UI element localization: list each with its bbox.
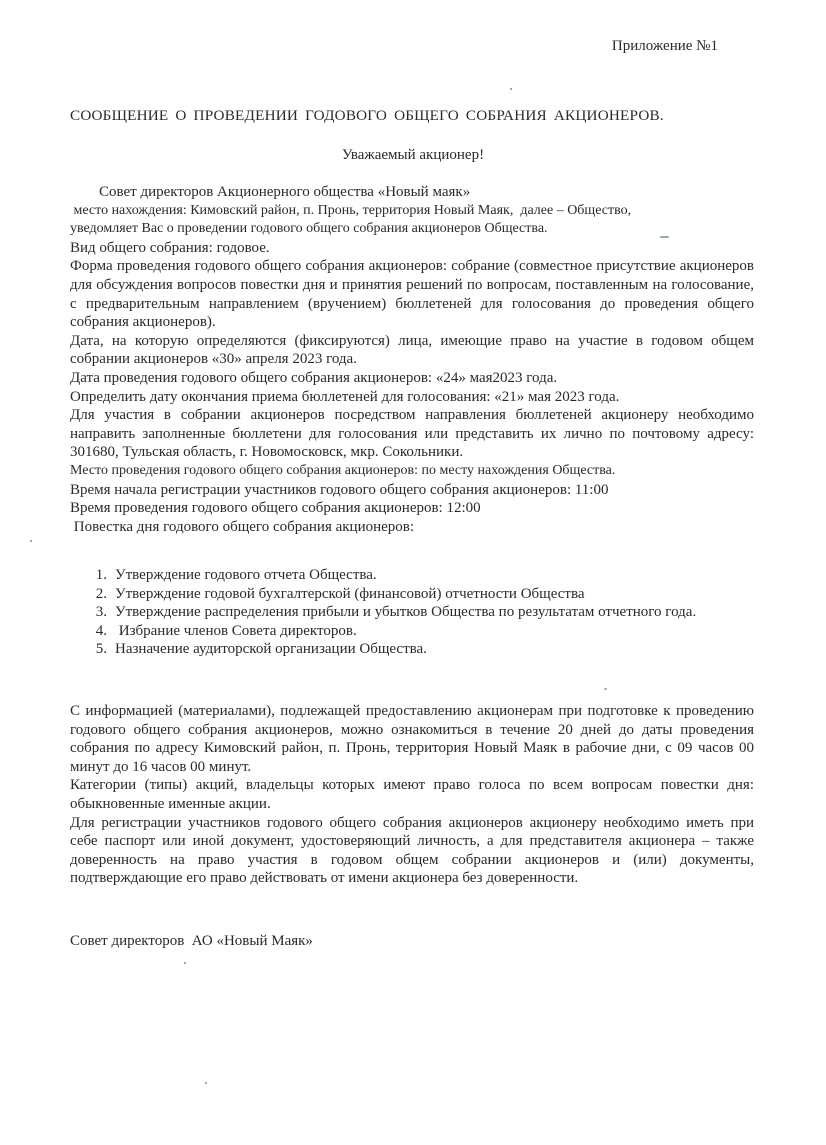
share-categories: Категории (типы) акций, владельцы которых имеют право голоса по всем вопросам повестки дня: обыкновенные именные акции. <box>70 777 754 812</box>
document-body <box>70 183 754 536</box>
agenda-item-number: 5. <box>95 641 107 658</box>
scan-speck <box>184 962 186 964</box>
signature: Совет директоров АО «Новый Маяк» <box>70 933 313 949</box>
registration-requirements: Для регистрации участников годового общего собрания акционеров акционеру необходимо иметь при себе паспорт или иной документ, удостоверяющий личность, а для представителя акционера – также доверенность на право участия в годовом общем собрании акционеров и (или) документы, подтверждающие его право действовать от имени акционера без доверенности. <box>70 814 754 887</box>
scan-speck <box>510 88 512 90</box>
agenda-item <box>70 566 730 585</box>
agenda-list <box>70 566 730 659</box>
document-info <box>70 702 754 888</box>
document-title: СООБЩЕНИЕ О ПРОВЕДЕНИИ ГОДОВОГО ОБЩЕГО СОБРАНИЯ АКЦИОНЕРОВ. <box>70 107 664 124</box>
agenda-item-text: Назначение аудиторской организации Общества. <box>115 641 427 658</box>
meeting-time: Время проведения годового общего собрания акционеров: 12:00 <box>70 500 481 517</box>
scan-speck <box>30 540 32 542</box>
intro-notice: уведомляет Вас о проведении годового общего собрания акционеров Общества. <box>70 221 548 237</box>
scan-speck <box>205 1082 207 1084</box>
agenda-heading: Повестка дня годового общего собрания акционеров: <box>70 518 415 535</box>
materials-info: С информацией (материалами), подлежащей предоставлению акционерам при подготовке к проведению годового общего собрания акционеров, можно ознакомиться в течение 20 дней до даты проведения собрания по адресу Кимовский район, п. Пронь, территория Новый Маяк в рабочие дни, с 09 часов 00 минут до 16 часов 00 минут. <box>70 703 754 775</box>
meeting-type: Вид общего собрания: годовое. <box>70 239 270 256</box>
registration-time: Время начала регистрации участников годового общего собрания акционеров: 11:00 <box>70 481 609 498</box>
meeting-place: Место проведения годового общего собрания акционеров: по месту нахождения Общества. <box>70 462 616 478</box>
agenda-item-text: Избрание членов Совета директоров. <box>115 622 357 639</box>
greeting: Уважаемый акционер! <box>341 147 485 163</box>
record-date: Дата, на которую определяются (фиксируются) лица, имеющие право на участие в годовом общем собрании акционеров «30» апреля 2023 года. <box>70 332 754 368</box>
intro-location: место нахождения: Кимовский район, п. Пронь, территория Новый Маяк, далее – Общество, <box>70 202 632 218</box>
agenda-item <box>70 622 730 641</box>
agenda-item-number: 3. <box>95 604 107 621</box>
agenda-item <box>70 603 730 622</box>
agenda-item <box>70 640 730 659</box>
meeting-date: Дата проведения годового общего собрания акционеров: «24» мая2023 года. <box>70 369 558 386</box>
scan-speck <box>604 688 607 690</box>
ballot-address: Для участия в собрании акционеров посредством направления бюллетеней акционеру необходимо направить заполненные бюллетени для голосования или представить их лично по почтовому адресу: 301680, Тульская область, г. Новомосковск, мкр. Сокольники. <box>70 407 754 461</box>
appendix-label: Приложение №1 <box>611 38 718 54</box>
agenda-item-number: 4. <box>95 622 107 639</box>
scan-speck <box>660 236 669 238</box>
agenda-item-text: Утверждение распределения прибыли и убытков Общества по результатам отчетного года. <box>115 604 697 621</box>
meeting-form: Форма проведения годового общего собрания акционеров: собрание (совместное присутствие акционеров для обсуждения вопросов повестки дня и принятия решений по вопросам, поставленным на голосование, с предварительным направлением (вручением) бюллетеней для голосования до проведения общего собрания акционеров). <box>70 258 754 331</box>
agenda-item-number: 1. <box>95 567 107 583</box>
intro-company: Совет директоров Акционерного общества «Новый маяк» <box>99 184 471 200</box>
agenda-item-text: Утверждение годового отчета Общества. <box>115 567 377 583</box>
ballot-deadline: Определить дату окончания приема бюллетеней для голосования: «21» мая 2023 года. <box>70 388 620 405</box>
agenda-item-number: 2. <box>95 585 107 602</box>
agenda-item <box>70 585 730 604</box>
agenda-item-text: Утверждение годовой бухгалтерской (финансовой) отчетности Общества <box>115 585 585 602</box>
